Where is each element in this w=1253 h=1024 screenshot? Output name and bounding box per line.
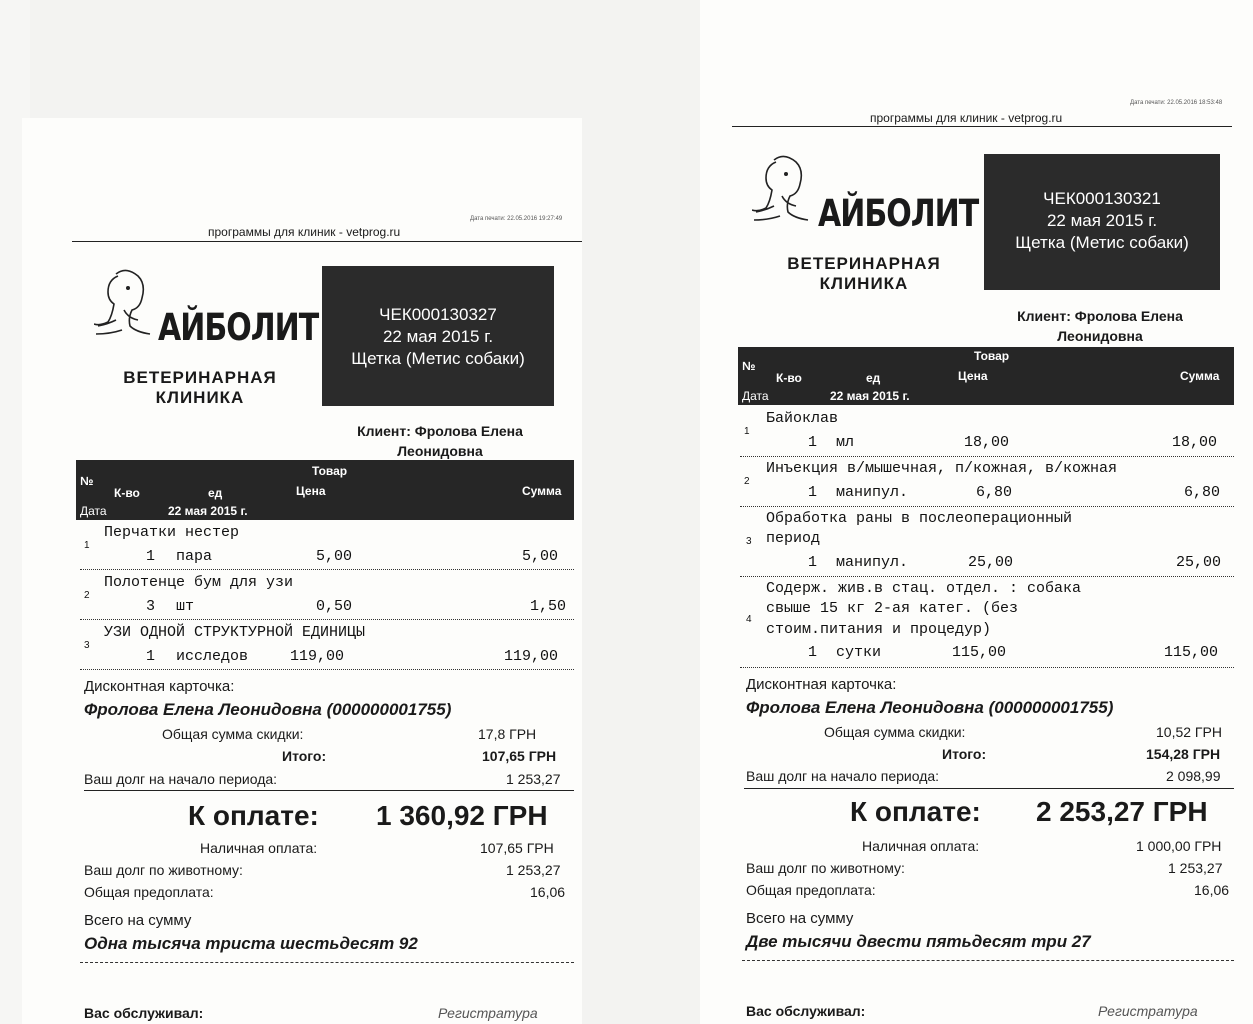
item-sum: 1,50	[530, 598, 567, 615]
sum-label: Всего на сумму	[746, 910, 854, 927]
col-item: Товар	[974, 349, 1010, 363]
item-qty: 1	[808, 484, 818, 501]
row-divider	[740, 456, 1234, 457]
client-name	[990, 306, 1210, 346]
client-line-2: Леонидовна	[397, 443, 483, 459]
col-date-label: Дата	[80, 504, 107, 518]
clinic-line-1: ВЕТЕРИНАРНАЯ	[787, 254, 941, 273]
check-number: ЧЕК000130321	[1043, 189, 1161, 208]
debt-animal-value: 1 253,27	[506, 862, 561, 878]
logo-text: АЙБОЛИТ	[158, 306, 319, 350]
col-date-label: Дата	[742, 389, 769, 403]
item-qty: 1	[808, 644, 818, 661]
col-date: 22 мая 2015 г.	[830, 389, 910, 403]
item-unit: манипул.	[836, 554, 909, 571]
item-price: 6,80	[976, 484, 1013, 501]
total-value: 107,65 ГРН	[482, 748, 557, 764]
item-qty: 1	[808, 554, 818, 571]
item-unit: шт	[176, 598, 195, 615]
item-number: 3	[746, 536, 752, 547]
col-qty: К-во	[776, 371, 802, 385]
col-unit: ед	[866, 371, 881, 385]
served-by: Регистратура	[438, 1005, 538, 1021]
client-line-1: Клиент: Фролова Елена	[357, 423, 523, 439]
item-price: 119,00	[290, 648, 345, 665]
discount-total-value: 10,52 ГРН	[1156, 724, 1222, 740]
check-number: ЧЕК000130327	[379, 305, 497, 324]
item-number: 1	[84, 540, 90, 551]
item-name-line-2: период	[766, 530, 821, 547]
col-qty: К-во	[114, 486, 140, 500]
item-unit: сутки	[836, 644, 882, 661]
clinic-line-2: КЛИНИКА	[819, 274, 909, 293]
sum-in-words: Две тысячи двести пятьдесят три 27	[746, 932, 1091, 951]
clinic-line-2: КЛИНИКА	[155, 388, 245, 407]
item-price: 5,00	[316, 548, 353, 565]
cash-label: Наличная оплата:	[200, 840, 318, 856]
discount-card-holder: Фролова Елена Леонидовна (000000001755)	[746, 698, 1114, 717]
col-sum: Сумма	[1180, 369, 1220, 383]
item-name: Перчатки нестер	[104, 524, 240, 541]
item-number: 4	[746, 614, 752, 625]
prepay-label: Общая предоплата:	[746, 882, 876, 898]
cash-value: 1 000,00 ГРН	[1136, 838, 1222, 854]
total-rule	[744, 788, 1234, 789]
dog-logo-icon	[752, 152, 814, 232]
item-sum: 18,00	[1172, 434, 1218, 451]
col-no: №	[742, 359, 756, 373]
discount-card-label: Дисконтная карточка:	[746, 676, 897, 693]
item-unit: мл	[836, 434, 855, 451]
served-label: Вас обслуживал:	[746, 1003, 866, 1019]
row-divider	[740, 506, 1234, 507]
col-no: №	[80, 474, 94, 488]
item-number: 2	[744, 476, 750, 487]
item-number: 3	[84, 640, 90, 651]
served-by: Регистратура	[1098, 1003, 1198, 1019]
sum-label: Всего на сумму	[84, 912, 192, 929]
site-caption: программы для клиник - vetprog.ru	[870, 111, 1063, 125]
item-name: УЗИ ОДНОЙ СТРУКТУРНОЙ ЕДИНИЦЫ	[104, 624, 366, 641]
total-value: 154,28 ГРН	[1146, 746, 1221, 762]
item-unit: пара	[176, 548, 213, 565]
prepay-value: 16,06	[530, 884, 566, 900]
total-label: Итого:	[942, 746, 987, 762]
item-price: 18,00	[964, 434, 1010, 451]
item-sum: 25,00	[1176, 554, 1222, 571]
item-name: Байоклав	[766, 410, 839, 427]
clinic-line-1: ВЕТЕРИНАРНАЯ	[123, 368, 277, 387]
patient-name: Щетка (Метис собаки)	[1015, 233, 1189, 252]
item-qty: 1	[146, 648, 156, 665]
row-divider	[740, 667, 1234, 668]
prepay-value: 16,06	[1194, 882, 1230, 898]
item-price: 0,50	[316, 598, 353, 615]
item-name: Обработка раны в послеоперационный	[766, 510, 1073, 527]
item-number: 2	[84, 590, 90, 601]
check-header-box	[984, 154, 1220, 290]
check-date: 22 мая 2015 г.	[1046, 211, 1158, 230]
debt-start-value: 2 098,99	[1166, 768, 1221, 784]
debt-animal-label: Ваш долг по животному:	[746, 860, 905, 876]
item-qty: 1	[808, 434, 818, 451]
header-rule	[732, 126, 1232, 127]
logo-text: АЙБОЛИТ	[818, 192, 979, 236]
list-item	[740, 508, 1234, 576]
item-price: 25,00	[968, 554, 1014, 571]
item-qty: 1	[146, 548, 156, 565]
item-name: Содерж. жив.в стац. отдел. : собака	[766, 580, 1082, 597]
col-price: Цена	[296, 484, 326, 498]
list-item	[740, 578, 1234, 668]
footer-rule	[742, 960, 1234, 961]
cash-label: Наличная оплата:	[862, 838, 980, 854]
clinic-name	[764, 254, 964, 294]
col-date: 22 мая 2015 г.	[168, 504, 248, 518]
list-item	[740, 408, 1234, 456]
item-name-line-2: свыше 15 кг 2-ая катег. (без	[766, 600, 1019, 617]
item-sum: 119,00	[504, 648, 559, 665]
item-sum: 5,00	[522, 548, 559, 565]
debt-animal-value: 1 253,27	[1168, 860, 1223, 876]
served-label: Вас обслуживал:	[84, 1005, 204, 1021]
client-line-2: Леонидовна	[1057, 328, 1143, 344]
cash-value: 107,65 ГРН	[480, 840, 554, 856]
items-table-header	[738, 347, 1234, 405]
col-sum: Сумма	[522, 484, 562, 498]
item-sum: 115,00	[1164, 644, 1219, 661]
sum-in-words: Одна тысяча триста шестьдесят 92	[84, 934, 418, 953]
total-label: Итого:	[282, 748, 327, 764]
item-name-line-3: стоим.питания и процедур)	[766, 621, 992, 638]
col-price: Цена	[958, 369, 988, 383]
col-item: Товар	[312, 464, 348, 478]
list-item	[740, 458, 1234, 506]
to-pay-label: К оплате:	[188, 800, 319, 831]
client-line-1: Клиент: Фролова Елена	[1017, 308, 1183, 324]
col-unit: ед	[208, 486, 223, 500]
discount-total-value: 17,8 ГРН	[478, 726, 537, 742]
item-qty: 3	[146, 598, 156, 615]
print-date: Дата печати: 22.05.2016 18:53:48	[1130, 100, 1223, 106]
item-name: Полотенце бум для узи	[104, 574, 294, 591]
debt-start-label: Ваш долг на начало периода:	[746, 768, 940, 784]
debt-start-value: 1 253,27	[506, 771, 561, 787]
item-name: Инъекция в/мышечная, п/кожная, в/кожная	[766, 460, 1118, 477]
item-number: 1	[744, 426, 750, 437]
item-unit: манипул.	[836, 484, 909, 501]
debt-start-label: Ваш долг на начало периода:	[84, 771, 278, 787]
discount-total-label: Общая сумма скидки:	[162, 726, 304, 742]
clinic-logo	[752, 152, 979, 236]
discount-card-label: Дисконтная карточка:	[84, 678, 235, 695]
row-divider	[740, 576, 1234, 577]
prepay-label: Общая предоплата:	[84, 884, 214, 900]
to-pay-value: 2 253,27 ГРН	[1036, 796, 1208, 827]
to-pay-value: 1 360,92 ГРН	[376, 800, 548, 831]
item-price: 115,00	[952, 644, 1007, 661]
discount-total-label: Общая сумма скидки:	[824, 724, 966, 740]
to-pay-label: К оплате:	[850, 796, 981, 827]
print-date: Дата печати: 22.05.2016 19:27:49	[470, 216, 563, 222]
check-date: 22 мая 2015 г.	[382, 327, 494, 346]
discount-card-holder: Фролова Елена Леонидовна (000000001755)	[84, 700, 452, 719]
debt-animal-label: Ваш долг по животному:	[84, 862, 243, 878]
patient-name: Щетка (Метис собаки)	[351, 349, 525, 368]
item-unit: исследов	[176, 648, 249, 665]
item-sum: 6,80	[1184, 484, 1221, 501]
site-caption: программы для клиник - vetprog.ru	[208, 225, 401, 239]
